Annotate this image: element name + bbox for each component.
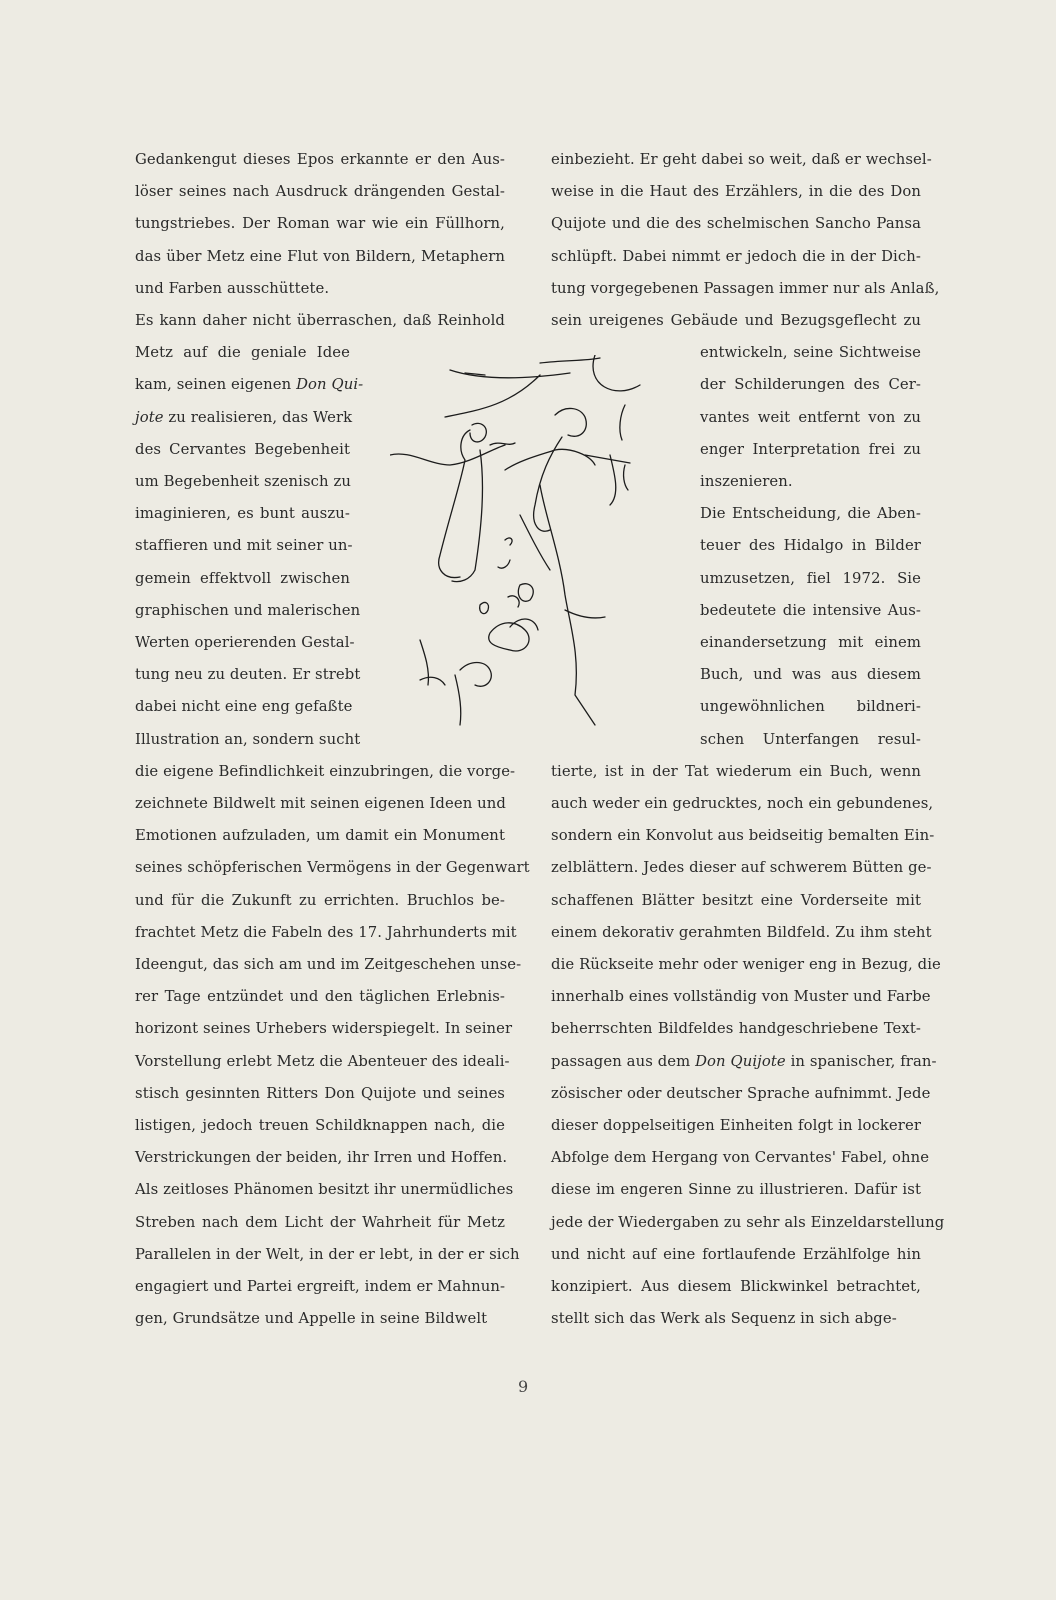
right-column-line: dieser doppelseitigen Einheiten folgt in lockerer bbox=[551, 1117, 921, 1134]
left-column-line: dabei nicht eine eng gefaßte bbox=[135, 698, 353, 716]
left-column-line: des Cervantes Begebenheit bbox=[135, 440, 350, 458]
left-column-line: rer Tage entzündet und den täglichen Erlebnis- bbox=[135, 988, 505, 1006]
left-column-line: gen, Grundsätze und Appelle in seine Bildwelt bbox=[135, 1310, 488, 1328]
left-column-line: Es kann daher nicht überraschen, daß Reinhold bbox=[135, 312, 505, 329]
left-column-line: und Farben ausschüttete. bbox=[135, 279, 330, 297]
left-column-line: Emotionen aufzuladen, um damit ein Monument bbox=[135, 827, 505, 845]
right-column-line: auch weder ein gedrucktes, noch ein gebundenes, bbox=[551, 795, 934, 812]
right-column-line: tierte, ist in der Tat wiederum ein Buch, wenn bbox=[551, 762, 921, 780]
right-column-line: einem dekorativ gerahmten Bildfeld. Zu ihm steht bbox=[551, 923, 932, 941]
line-drawing-illustration bbox=[390, 355, 680, 750]
right-column-line: umzusetzen, fiel 1972. Sie bbox=[700, 569, 921, 587]
left-column-line: Metz auf die geniale Idee bbox=[135, 344, 350, 362]
right-column-line: zelblättern. Jedes dieser auf schwerem Bütten ge- bbox=[551, 859, 932, 877]
right-column-line: Buch, und was aus diesem bbox=[700, 666, 921, 684]
left-column-line: jote zu realisieren, das Werk bbox=[135, 408, 353, 426]
left-column-line: das über Metz eine Flut von Bildern, Metaphern bbox=[135, 247, 505, 265]
left-column-line: Streben nach dem Licht der Wahrheit für Metz bbox=[135, 1213, 505, 1231]
left-column-line: tungstriebes. Der Roman war wie ein Füllhorn, bbox=[135, 215, 505, 233]
right-column-line: vantes weit entfernt von zu bbox=[700, 408, 921, 426]
right-column-line: tung vorgegebenen Passagen immer nur als Anlaß, bbox=[551, 279, 940, 297]
right-column-line: sein ureigenes Gebäude und Bezugsgeflecht zu bbox=[551, 312, 921, 329]
right-column-line: Abfolge dem Hergang von Cervantes' Fabel, ohne bbox=[551, 1149, 930, 1167]
left-column-line: stisch gesinnten Ritters Don Quijote und seines bbox=[135, 1084, 505, 1102]
right-column-line: bedeutete die intensive Aus- bbox=[700, 601, 921, 619]
right-column-line: jede der Wiedergaben zu sehr als Einzeldarstellung bbox=[551, 1213, 945, 1231]
left-column-line: listigen, jedoch treuen Schildknappen nach, die bbox=[135, 1117, 505, 1134]
left-column-line: Werten operierenden Gestal- bbox=[135, 634, 355, 651]
right-column-line: konzipiert. Aus diesem Blickwinkel betrachtet, bbox=[551, 1278, 921, 1295]
left-column-line: Parallelen in der Welt, in der er lebt, in der er sich bbox=[135, 1245, 520, 1263]
right-column-line: entwickeln, seine Sichtweise bbox=[700, 344, 921, 362]
right-column-line: die Rückseite mehr oder weniger eng in Bezug, die bbox=[551, 956, 941, 973]
right-column-line: schaffenen Blätter besitzt eine Vorderseite mit bbox=[551, 891, 921, 909]
left-column-line: Gedankengut dieses Epos erkannte er den Aus- bbox=[135, 151, 505, 168]
left-column-line: um Begebenheit szenisch zu bbox=[135, 473, 351, 490]
left-column-line: graphischen und malerischen bbox=[135, 601, 361, 619]
left-column-line: kam, seinen eigenen Don Qui- bbox=[135, 376, 364, 394]
right-column-line: sondern ein Konvolut aus beidseitig bemalten Ein- bbox=[551, 827, 935, 845]
left-column-line: engagiert und Partei ergreift, indem er Mahnun- bbox=[135, 1278, 506, 1295]
right-column-line: einbezieht. Er geht dabei so weit, daß er wechsel- bbox=[551, 151, 932, 168]
right-column-line: Die Entscheidung, die Aben- bbox=[700, 505, 921, 523]
right-column-line: inszenieren. bbox=[700, 473, 793, 490]
right-column-line: schlüpft. Dabei nimmt er jedoch die in der Dich- bbox=[551, 247, 921, 265]
right-column-line: zösischer oder deutscher Sprache aufnimmt. Jede bbox=[551, 1084, 931, 1102]
left-column-line: imaginieren, es bunt auszu- bbox=[135, 505, 350, 523]
left-column-line: die eigene Befindlichkeit einzubringen, die vorge- bbox=[135, 762, 516, 780]
right-column-line: der Schilderungen des Cer- bbox=[700, 376, 921, 394]
right-column-line: schen Unterfangen resul- bbox=[700, 730, 921, 748]
right-column-line: stellt sich das Werk als Sequenz in sich abge- bbox=[551, 1310, 897, 1328]
left-column-line: seines schöpferischen Vermögens in der Gegenwart bbox=[135, 859, 530, 877]
right-column-line: enger Interpretation frei zu bbox=[700, 440, 921, 458]
left-column-line: horizont seines Urhebers widerspiegelt. In seiner bbox=[135, 1020, 513, 1038]
right-column-line: passagen aus dem Don Quijote in spanischer, fran- bbox=[551, 1052, 937, 1070]
right-column-line: einandersetzung mit einem bbox=[700, 634, 921, 651]
page-number: 9 bbox=[518, 1377, 529, 1396]
left-column-line: Als zeitloses Phänomen besitzt ihr unermüdliches bbox=[135, 1181, 514, 1199]
right-column-line: diese im engeren Sinne zu illustrieren. Dafür ist bbox=[551, 1181, 921, 1199]
right-column-line: und nicht auf eine fortlaufende Erzählfolge hin bbox=[551, 1245, 921, 1263]
left-column-line: gemein effektvoll zwischen bbox=[135, 569, 350, 587]
right-column-line: Quijote und die des schelmischen Sancho Pansa bbox=[551, 215, 921, 233]
right-column-line: innerhalb eines vollständig von Muster und Farbe bbox=[551, 988, 931, 1006]
left-column-line: Vorstellung erlebt Metz die Abenteuer des ideali- bbox=[135, 1052, 510, 1070]
left-column-line: zeichnete Bildwelt mit seinen eigenen Ideen und bbox=[135, 795, 506, 812]
left-column-line: löser seines nach Ausdruck drängenden Gestal- bbox=[135, 183, 505, 201]
left-column-line: staffieren und mit seiner un- bbox=[135, 537, 353, 555]
left-column-line: Verstrickungen der beiden, ihr Irren und Hoffen. bbox=[135, 1149, 508, 1167]
left-column-line: Illustration an, sondern sucht bbox=[135, 730, 361, 748]
right-column-line: teuer des Hidalgo in Bilder bbox=[700, 537, 921, 555]
left-column-line: frachtet Metz die Fabeln des 17. Jahrhunderts mit bbox=[135, 923, 517, 941]
right-column-line: beherrschten Bildfeldes handgeschriebene Text- bbox=[551, 1020, 921, 1038]
left-column-line: und für die Zukunft zu errichten. Bruchlos be- bbox=[135, 891, 505, 909]
right-column-line: ungewöhnlichen bildneri- bbox=[700, 698, 921, 716]
left-column-line: Ideengut, das sich am und im Zeitgeschehen unse- bbox=[135, 956, 522, 973]
left-column-line: tung neu zu deuten. Er strebt bbox=[135, 666, 361, 684]
right-column-line: weise in die Haut des Erzählers, in die des Don bbox=[551, 183, 921, 201]
